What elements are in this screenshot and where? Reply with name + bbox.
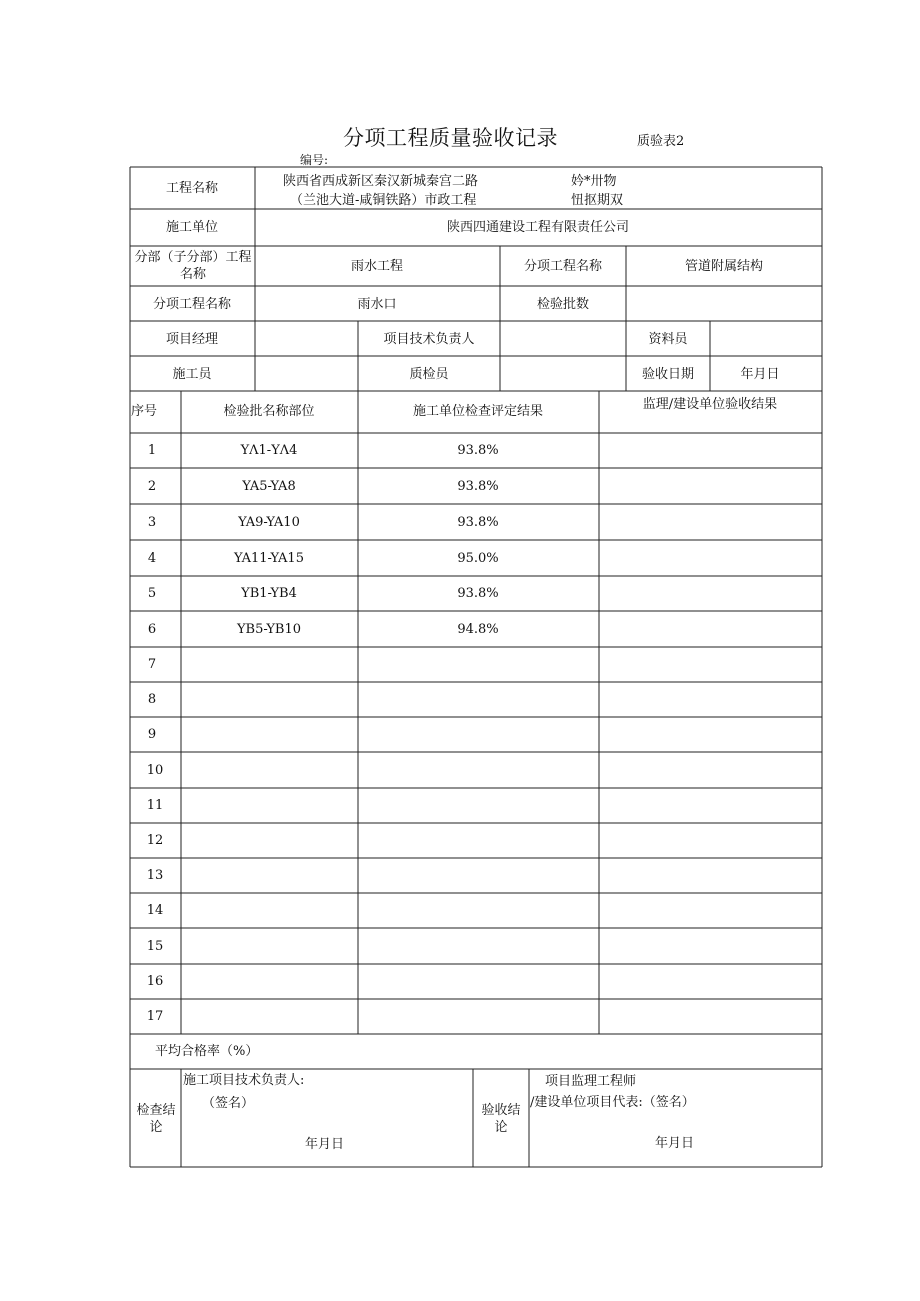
row-no: 16 — [146, 974, 164, 989]
row-batch: YA9-YA10 — [238, 515, 300, 530]
accept-signer-line-2: /建设单位项目代表:（签名） — [530, 1095, 695, 1110]
row-result: 95.0% — [457, 551, 499, 566]
check-sign-note: （签名） — [202, 1096, 255, 1111]
row-no: 6 — [147, 622, 157, 637]
accept-date: 年月日 — [655, 1136, 695, 1151]
row-no: 15 — [146, 939, 164, 954]
acceptance-conclusion-label: 验收结论 — [481, 1103, 521, 1135]
item-name-label-1: 分项工程名称 — [523, 259, 603, 274]
row-no: 3 — [147, 515, 157, 530]
row-result: 93.8% — [457, 479, 499, 494]
column-header-result: 施工单位检查评定结果 — [412, 404, 544, 419]
column-header-seq: 序号 — [131, 404, 158, 419]
row-no: 11 — [146, 798, 164, 813]
archivist-label: 资料员 — [648, 332, 688, 347]
row-no: 9 — [147, 727, 157, 742]
accept-signer-line-1: 项目监理工程师 — [545, 1074, 637, 1089]
serial-number-label: 编号: — [300, 153, 329, 167]
form-code: 质验表2 — [637, 134, 685, 149]
row-no: 12 — [146, 833, 164, 848]
project-name-line-2: （兰池大道-咸铜铁路）市政工程 — [290, 193, 477, 208]
acceptance-date-label: 验收日期 — [641, 367, 695, 382]
row-result: 94.8% — [457, 622, 499, 637]
average-pass-rate-label: 平均合格率（%） — [155, 1044, 259, 1059]
project-name-extra-1: 妗*卅物 — [571, 174, 617, 189]
row-no: 5 — [147, 586, 157, 601]
page-title: 分项工程质量验收记录 — [343, 126, 558, 150]
row-batch: YΛ1-YΛ4 — [240, 443, 298, 458]
row-batch: YB1-YB4 — [241, 586, 297, 601]
quality-inspector-label: 质检员 — [409, 367, 449, 382]
subdivision-value: 雨水工程 — [350, 259, 404, 274]
row-result: 93.8% — [457, 586, 499, 601]
row-batch: YA11-YA15 — [234, 551, 304, 566]
row-result: 93.8% — [457, 443, 499, 458]
row-no: 1 — [147, 443, 157, 458]
project-name-line-1: 陕西省西成新区秦汉新城秦宫二路 — [283, 174, 479, 189]
row-batch: YA5-YA8 — [242, 479, 296, 494]
row-no: 10 — [146, 763, 164, 778]
contractor-value: 陕西四通建设工程有限责任公司 — [446, 220, 630, 235]
tech-lead-label: 项目技术负责人 — [383, 332, 475, 347]
column-header-supervision: 监理/建设单位验收结果 — [642, 397, 778, 412]
row-no: 7 — [147, 657, 157, 672]
acceptance-date-value: 年月日 — [740, 367, 780, 382]
item-name-label-2: 分项工程名称 — [152, 297, 232, 312]
check-date: 年月日 — [305, 1137, 345, 1152]
row-no: 14 — [146, 903, 164, 918]
row-no: 4 — [147, 551, 157, 566]
column-header-batch: 检验批名称部位 — [223, 404, 315, 419]
row-no: 8 — [147, 692, 157, 707]
row-no: 17 — [146, 1009, 164, 1024]
check-signer-label: 施工项目技术负责人: — [183, 1073, 305, 1088]
subdivision-label: 分部（子分部）工程名称 — [134, 250, 252, 282]
project-name-extra-2: 忸抠期双 — [571, 193, 624, 208]
item-name-value-2: 雨水口 — [357, 297, 397, 312]
project-name-label: 工程名称 — [165, 181, 219, 196]
project-manager-label: 项目经理 — [165, 332, 219, 347]
row-no: 2 — [147, 479, 157, 494]
contractor-label: 施工单位 — [165, 220, 219, 235]
item-name-value-1: 管道附属结构 — [684, 259, 764, 274]
batch-count-label: 检验批数 — [536, 297, 590, 312]
check-conclusion-label: 检查结论 — [136, 1103, 176, 1135]
row-no: 13 — [146, 868, 164, 883]
construction-worker-label: 施工员 — [172, 367, 212, 382]
row-result: 93.8% — [457, 515, 499, 530]
row-batch: YB5-YB10 — [236, 622, 302, 637]
